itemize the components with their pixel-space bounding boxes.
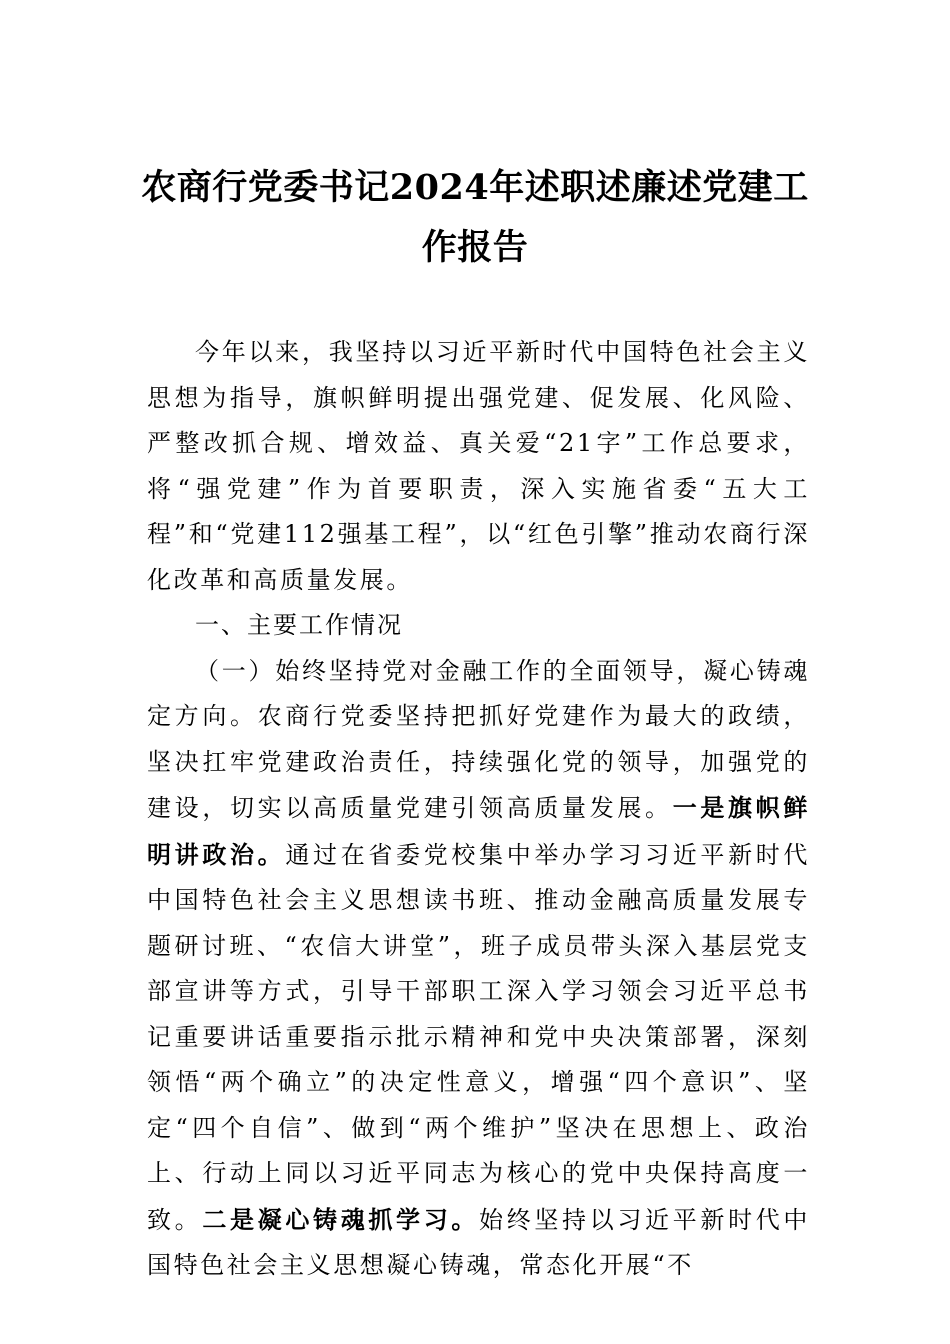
section-heading: 一、主要工作情况 bbox=[195, 611, 403, 639]
intro-paragraph: 今年以来，我坚持以习近平新时代中国特色社会主义思想为指导，旗帜鲜明提出强党建、促发展、化风险、严整改抓合规、增效益、真关爱“21字”工作总要求，将“强党建”作为首要职责，深入实施省委“五大工程”和“党建112强基工程”，以“红色引擎”推动农商行深化改革和高质量发展。 bbox=[147, 338, 810, 594]
point-one-text: 通过在省委党校集中举办学习习近平新时代中国特色社会主义思想读书班、推动金融高质量发展专题研讨班、“农信大讲堂”，班子成员带头深入基层党支部宣讲等方式，引导干部职工深入学习领会习近平总书记重要讲话重要指示批示精神和党中央决策部署，深刻领悟“两个确立”的决定性意义，增强“四个意识”、坚定“四个自信”、做到“两个维护”坚决在思想上、政治上、行动上同以习近平同志为核心的党中央保持高度一致。 bbox=[147, 840, 811, 1234]
subsection-lead: （一）始终坚持党对金融工作的全面领导，凝心铸魂定方向。农商行党委坚持把抓好党建作为最大的政绩，坚决扛牢党建政治责任，持续强化党的领导，加强党的建设，切实以高质量党建引领高质量发展。 bbox=[147, 656, 810, 822]
point-one-heading: 一是旗帜鲜明讲政治。 bbox=[147, 793, 810, 869]
point-two-text: 始终坚持以习近平新时代中国特色社会主义思想凝心铸魂，常态化开展“不 bbox=[147, 1205, 811, 1279]
point-two-heading: 二是凝心铸魂抓学习。 bbox=[202, 1204, 480, 1234]
subsection-paragraph bbox=[147, 649, 810, 1289]
document-title: 农商行党委书记2024年述职述廉述党建工作报告 bbox=[141, 167, 809, 268]
document-body bbox=[147, 330, 810, 1289]
